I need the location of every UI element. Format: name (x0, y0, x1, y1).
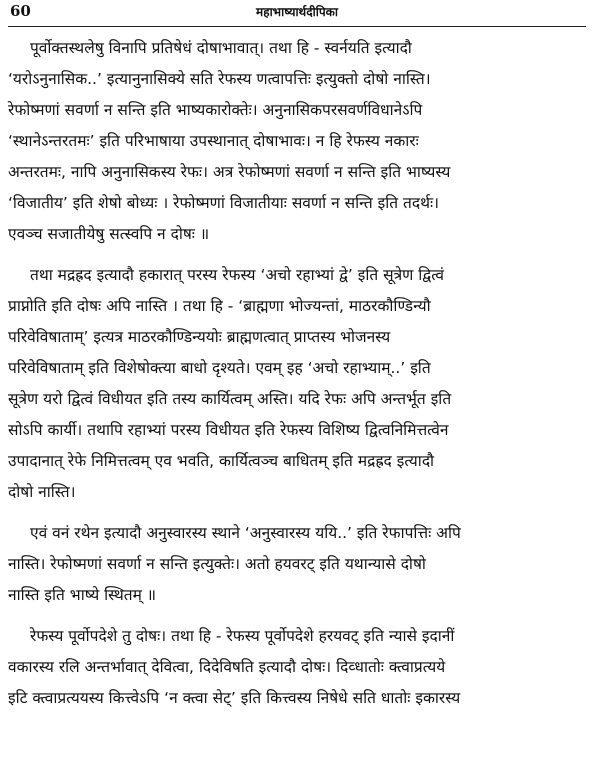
text-line: सूत्रेण यरो द्वित्वं विधीयत इति तस्य कार्यित्वम् अस्ति। यदि रेफः अपि अन्तर्भूत इति (8, 390, 452, 408)
text-line: ‘यरोऽनुनासिक..’ इत्यानुनासिक्ये सति रेफस्य णत्वापत्तिः इत्युक्तो दोषो नास्ति। (8, 70, 431, 88)
paragraph (8, 621, 590, 714)
page-header (8, 0, 586, 27)
paragraph (8, 518, 590, 611)
text-line: सोऽपि कार्यी। तथापि रहाभ्यां परस्य विधीयत इति रेफस्य विशिष्य द्वित्वनिमित्तत्वेन (8, 421, 449, 439)
text-line: रेफस्य पूर्वोपदेशे तु दोषः। तथा हि - रेफस्य पूर्वोपदेशे हरयवट् इति न्यासे इदानीं (30, 627, 455, 645)
text-line: इटि क्त्वाप्रत्ययस्य कित्त्वेऽपि ‘न क्त्वा सेट्’ इति कित्त्वस्य निषेधे सति धातोः इकारस्य (8, 689, 461, 707)
text-line: एवञ्च सजातीयेषु सत्स्वपि न दोषः ॥ (8, 225, 210, 243)
text-line: नास्ति इति भाष्ये स्थितम् ॥ (8, 586, 157, 604)
body-text (8, 27, 590, 714)
text-line: वकारस्य रलि अन्तर्भावात् देवित्वा, दिदेविषति इत्यादौ दोषः। दिव्धातोः क्त्वाप्रत्यये (8, 658, 446, 676)
running-title: महाभाष्यार्थदीपिका (256, 5, 338, 19)
paragraph (8, 33, 590, 250)
text-line: उपादानात् रेफे निमित्तत्वम् एव भवति, कार्यित्वञ्च बाधितम् इति मद्रह्रद इत्यादौ (8, 452, 435, 470)
text-line: अन्तरतमः, नापि अनुनासिकस्य रेफः। अत्र रेफोष्मणां सवर्णा न सन्ति इति भाष्यस्य (8, 163, 451, 181)
text-line: दोषो नास्ति। (8, 483, 76, 501)
page-number: 60 (10, 2, 31, 20)
text-line: प्राप्नोति इति दोषः अपि नास्ति । तथा हि - ‘ब्राह्मणा भोज्यन्तां, माठरकौण्डिन्यौ (8, 297, 431, 315)
text-line: ‘विजातीय’ इति शेषो बोध्यः । रेफोष्मणां विजातीयाः सवर्णा न सन्ति इति तदर्थः। (8, 194, 439, 212)
text-line: तथा मद्रह्रद इत्यादौ हकारात् परस्य रेफस्य ‘अचो रहाभ्यां द्वे’ इति सूत्रेण द्वित्वं (30, 266, 444, 284)
paragraph (8, 260, 590, 508)
text-line: पूर्वोक्तस्थलेषु विनापि प्रतिषेधं दोषाभावात्। तथा हि - स्वर्नयति इत्यादौ (30, 39, 412, 57)
text-line: नास्ति। रेफोष्मणां सवर्णा न सन्ति इत्युक्तेः। अतो हयवरट् इति यथान्यासे दोषो (8, 555, 426, 573)
text-line: एवं वनं रथेन इत्यादौ अनुस्वारस्य स्थाने ‘अनुस्वारस्य ययि..’ इति रेफापत्तिः अपि (30, 524, 461, 542)
text-line: रेफोष्मणां सवर्णा न सन्ति इति भाष्यकारोक्तेः। अनुनासिकपरसवर्णविधानेऽपि (8, 101, 423, 119)
text-line: परिवेविषाताम् इति विशेषोक्त्या बाधो दृश्यते। एवम् इह ‘अचो रहाभ्याम्..’ इति (8, 359, 431, 377)
text-line: ‘स्थानेऽन्तरतमः’ इति परिभाषाया उपस्थानात् दोषाभावः। न हि रेफस्य नकारः (8, 132, 419, 150)
text-line: परिवेविषाताम्’ इत्यत्र माठरकौण्डिन्ययोः ब्राह्मणत्वात् प्राप्तस्य भोजनस्य (8, 328, 391, 346)
